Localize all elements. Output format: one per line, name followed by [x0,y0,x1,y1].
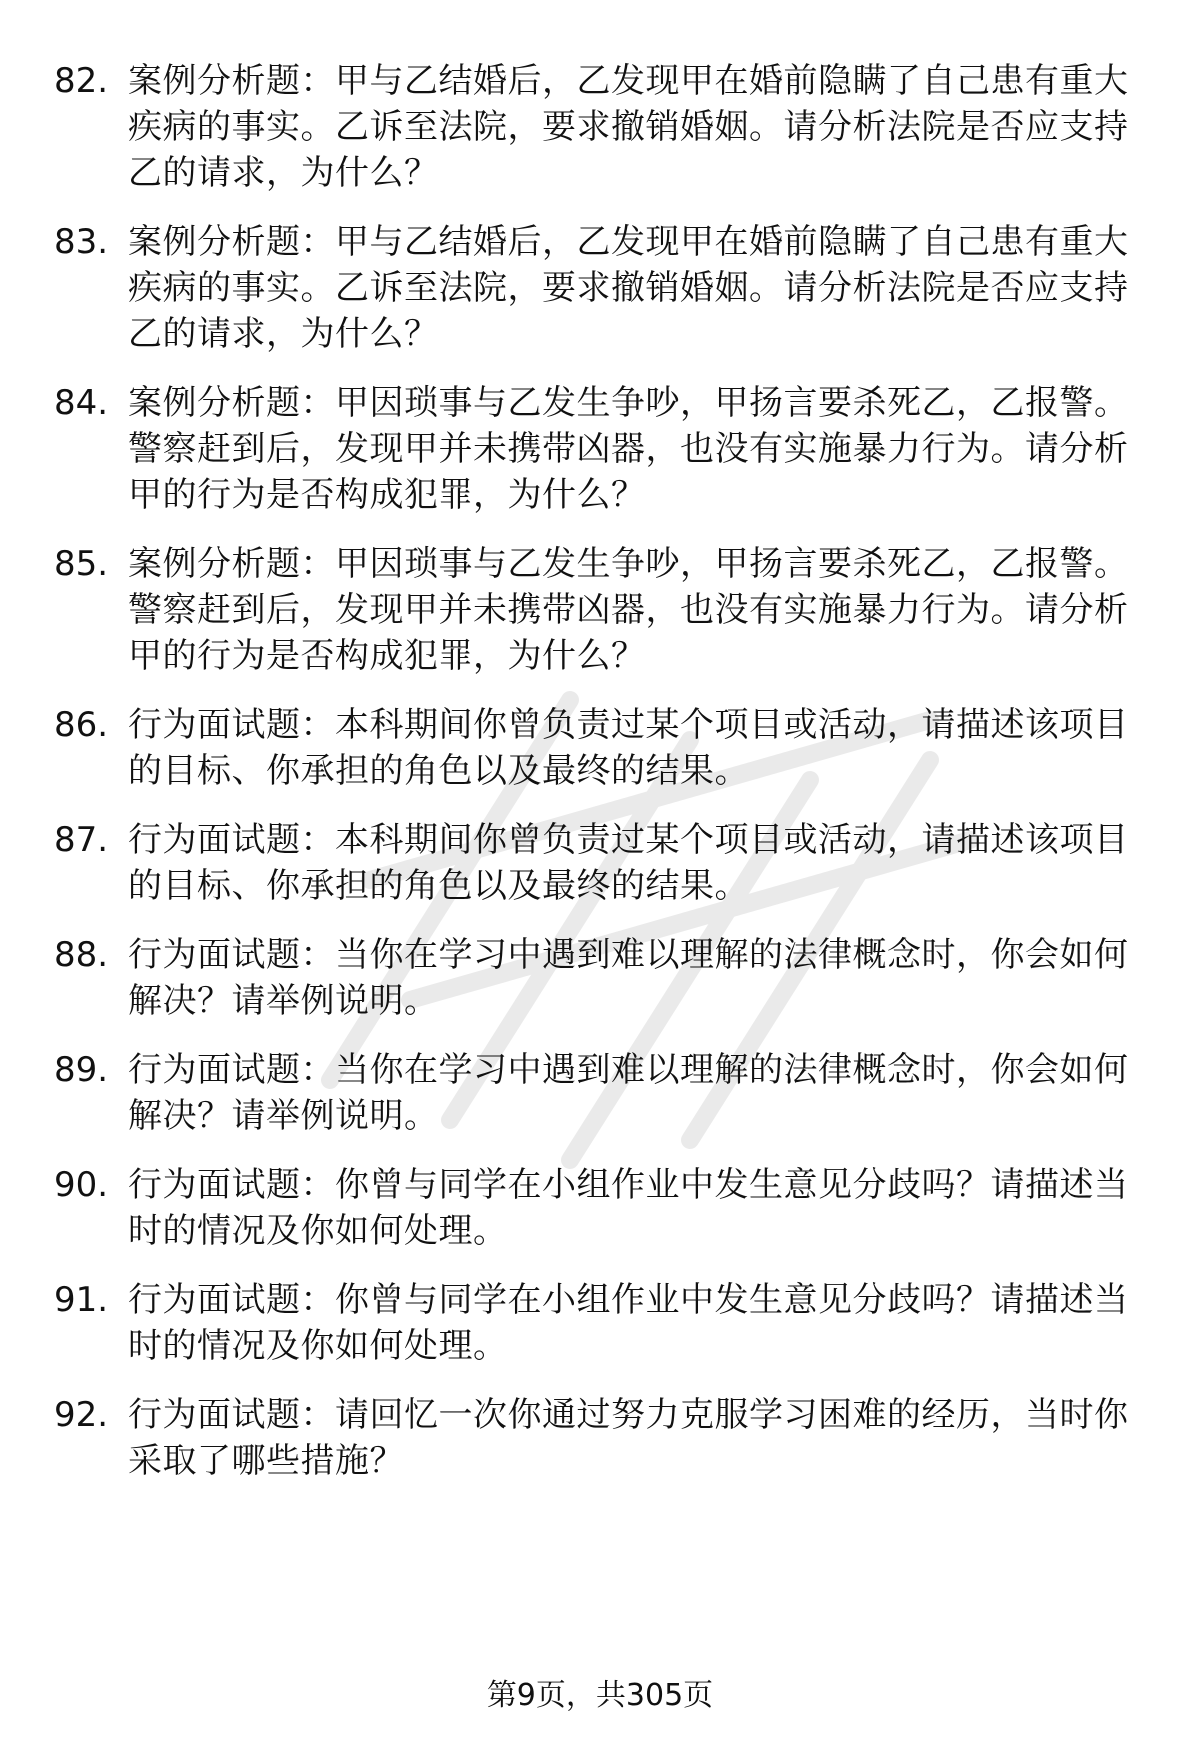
question-text: 行为面试题：你曾与同学在小组作业中发生意见分歧吗？请描述当时的情况及你如何处理。 [128,1280,1129,1366]
question-text: 案例分析题：甲因琐事与乙发生争吵，甲扬言要杀死乙，乙报警。警察赶到后，发现甲并未携带凶器，也没有实施暴力行为。请分析甲的行为是否构成犯罪，为什么？ [128,383,1129,515]
question-text: 行为面试题：请回忆一次你通过努力克服学习困难的经历，当时你采取了哪些措施？ [128,1395,1129,1481]
question-text: 案例分析题：甲与乙结婚后，乙发现甲在婚前隐瞒了自己患有重大疾病的事实。乙诉至法院，要求撤销婚姻。请分析法院是否应支持乙的请求，为什么？ [128,222,1129,354]
page-footer: 第9页，共305页 [486,1678,714,1713]
question-text: 行为面试题：当你在学习中遇到难以理解的法律概念时，你会如何解决？请举例说明。 [128,935,1129,1021]
question-text: 行为面试题：本科期间你曾负责过某个项目或活动，请描述该项目的目标、你承担的角色以及最终的结果。 [128,705,1129,791]
question-number: 88. [54,935,109,975]
question-number: 90. [54,1165,109,1205]
question-number: 85. [54,544,109,584]
question-text: 案例分析题：甲与乙结婚后，乙发现甲在婚前隐瞒了自己患有重大疾病的事实。乙诉至法院，要求撤销婚姻。请分析法院是否应支持乙的请求，为什么？ [128,61,1129,193]
question-text: 行为面试题：你曾与同学在小组作业中发生意见分歧吗？请描述当时的情况及你如何处理。 [128,1165,1129,1251]
question-number: 84. [54,383,109,423]
question-number: 87. [54,820,109,860]
question-number: 82. [54,61,109,101]
question-number: 86. [54,705,109,745]
question-text: 行为面试题：本科期间你曾负责过某个项目或活动，请描述该项目的目标、你承担的角色以及最终的结果。 [128,820,1129,906]
question-number: 91. [54,1280,109,1320]
question-number: 92. [54,1395,109,1435]
question-number: 89. [54,1050,109,1090]
question-text: 案例分析题：甲因琐事与乙发生争吵，甲扬言要杀死乙，乙报警。警察赶到后，发现甲并未携带凶器，也没有实施暴力行为。请分析甲的行为是否构成犯罪，为什么？ [128,544,1129,676]
question-number: 83. [54,222,109,262]
question-text: 行为面试题：当你在学习中遇到难以理解的法律概念时，你会如何解决？请举例说明。 [128,1050,1129,1136]
